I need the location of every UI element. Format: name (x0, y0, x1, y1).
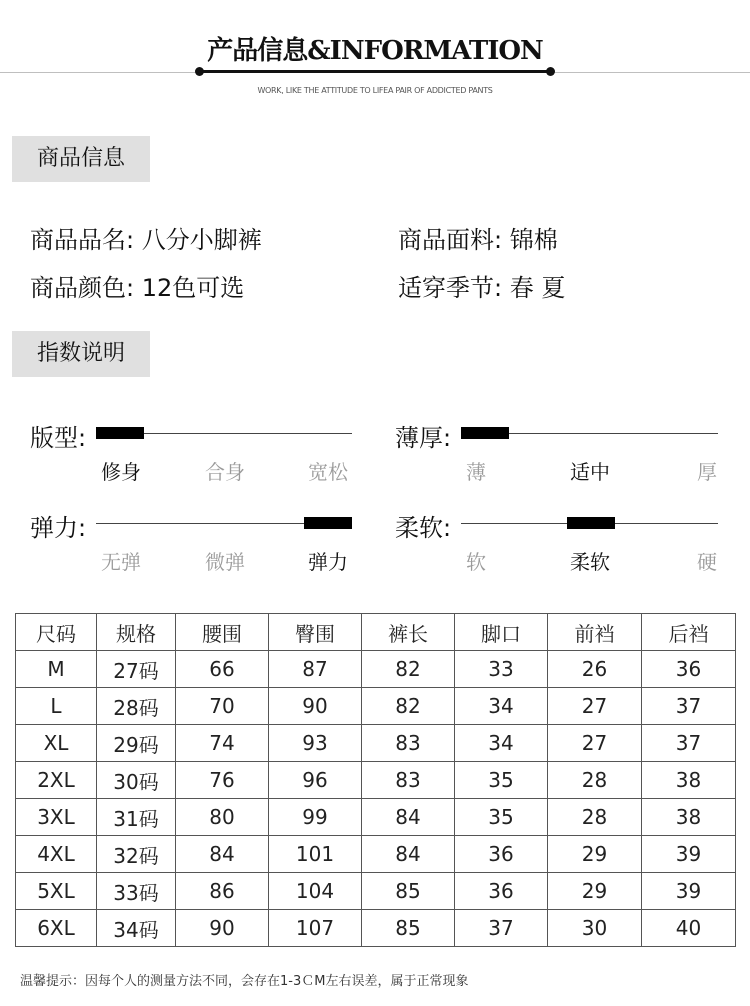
page-title: 产品信息&INFORMATION (207, 36, 543, 66)
table-cell: 84 (362, 836, 455, 873)
indicator-elasticity-option-none: 无弹 (101, 550, 141, 574)
table-row (16, 651, 736, 688)
table-cell: 74 (176, 725, 269, 762)
indicator-fit-option-slim: 修身 (101, 460, 141, 484)
table-cell: 30码 (97, 762, 176, 799)
table-cell: 32码 (97, 836, 176, 873)
table-cell: 70 (176, 688, 269, 725)
table-cell: 30 (548, 910, 642, 947)
table-cell: 66 (176, 651, 269, 688)
indicator-softness-marker (567, 517, 615, 529)
indicator-thickness-option-medium: 适中 (570, 460, 610, 484)
table-header-row (16, 614, 736, 651)
table-cell: 76 (176, 762, 269, 799)
table-cell: 107 (269, 910, 362, 947)
table-cell: 82 (362, 651, 455, 688)
table-cell: 29 (548, 873, 642, 910)
table-row (16, 873, 736, 910)
indicator-softness-option-hard: 硬 (697, 550, 717, 574)
table-cell: 86 (176, 873, 269, 910)
table-cell: 29码 (97, 725, 176, 762)
table-cell: 27 (548, 725, 642, 762)
indicator-fit-marker (96, 427, 144, 439)
table-cell: 85 (362, 873, 455, 910)
table-cell: 36 (642, 651, 736, 688)
product-name: 商品品名: 八分小脚裤 (30, 226, 262, 254)
product-season: 适穿季节: 春 夏 (398, 274, 566, 302)
table-cell: M (16, 651, 97, 688)
table-cell: 35 (455, 762, 548, 799)
table-cell: XL (16, 725, 97, 762)
header-back-rise: 后裆 (642, 614, 736, 651)
header-size: 尺码 (16, 614, 97, 651)
table-cell: 84 (362, 799, 455, 836)
table-cell: 37 (642, 725, 736, 762)
table-cell: 104 (269, 873, 362, 910)
indicator-fit-label: 版型: (30, 424, 87, 452)
table-cell: 26 (548, 651, 642, 688)
table-cell: 93 (269, 725, 362, 762)
table-cell: 85 (362, 910, 455, 947)
table-cell: 39 (642, 836, 736, 873)
table-cell: 37 (642, 688, 736, 725)
indicator-softness-option-medium: 柔软 (570, 550, 610, 574)
table-cell: 87 (269, 651, 362, 688)
indicator-fit-option-loose: 宽松 (308, 460, 348, 484)
indicator-thickness-marker (461, 427, 509, 439)
table-cell: 84 (176, 836, 269, 873)
header-front-rise: 前裆 (548, 614, 642, 651)
table-cell: 6XL (16, 910, 97, 947)
header-length: 裤长 (362, 614, 455, 651)
table-cell: 38 (642, 762, 736, 799)
underline-dot-right (546, 67, 555, 76)
page-subtitle: WORK, LIKE THE ATTITUDE TO LIFEA PAIR OF ADDICTED PANTS (257, 86, 493, 95)
table-cell: 34 (455, 688, 548, 725)
table-cell: L (16, 688, 97, 725)
header-waist: 腰围 (176, 614, 269, 651)
table-row (16, 688, 736, 725)
table-cell: 2XL (16, 762, 97, 799)
table-cell: 37 (455, 910, 548, 947)
section-tag-index: 指数说明 (12, 331, 150, 377)
table-cell: 80 (176, 799, 269, 836)
indicator-softness-label: 柔软: (395, 514, 452, 542)
table-cell: 36 (455, 873, 548, 910)
table-row (16, 836, 736, 873)
table-cell: 3XL (16, 799, 97, 836)
table-cell: 83 (362, 725, 455, 762)
table-cell: 99 (269, 799, 362, 836)
header-hip: 臀围 (269, 614, 362, 651)
indicator-elasticity-marker (304, 517, 352, 529)
indicator-thickness-option-thick: 厚 (697, 460, 717, 484)
table-cell: 28 (548, 799, 642, 836)
table-row (16, 799, 736, 836)
footer-note: 温馨提示：因每个人的测量方法不同，会存在1-3ＣM左右误差，属于正常现象 (20, 974, 469, 989)
section-tag-product-info: 商品信息 (12, 136, 150, 182)
table-cell: 27 (548, 688, 642, 725)
table-cell: 31码 (97, 799, 176, 836)
product-colors: 商品颜色: 12色可选 (30, 274, 245, 302)
title-underline (200, 70, 550, 73)
table-row (16, 910, 736, 947)
table-cell: 39 (642, 873, 736, 910)
indicator-softness-option-soft: 软 (466, 550, 486, 574)
table-cell: 38 (642, 799, 736, 836)
table-cell: 40 (642, 910, 736, 947)
table-cell: 82 (362, 688, 455, 725)
table-cell: 83 (362, 762, 455, 799)
table-cell: 28码 (97, 688, 176, 725)
indicator-elasticity-option-slight: 微弹 (205, 550, 245, 574)
size-table (15, 613, 736, 947)
table-cell: 35 (455, 799, 548, 836)
table-cell: 33 (455, 651, 548, 688)
table-row (16, 725, 736, 762)
indicator-thickness-option-thin: 薄 (466, 460, 486, 484)
table-cell: 34 (455, 725, 548, 762)
table-cell: 96 (269, 762, 362, 799)
table-cell: 28 (548, 762, 642, 799)
table-cell: 90 (269, 688, 362, 725)
table-cell: 33码 (97, 873, 176, 910)
header-leg-opening: 脚口 (455, 614, 548, 651)
table-cell: 5XL (16, 873, 97, 910)
table-cell: 29 (548, 836, 642, 873)
table-cell: 90 (176, 910, 269, 947)
table-cell: 101 (269, 836, 362, 873)
underline-dot-left (195, 67, 204, 76)
indicator-thickness-label: 薄厚: (395, 424, 452, 452)
product-fabric: 商品面料: 锦棉 (398, 226, 558, 254)
table-row (16, 762, 736, 799)
table-cell: 27码 (97, 651, 176, 688)
table-cell: 4XL (16, 836, 97, 873)
indicator-elasticity-label: 弹力: (30, 514, 87, 542)
header-spec: 规格 (97, 614, 176, 651)
table-cell: 34码 (97, 910, 176, 947)
indicator-fit-option-regular: 合身 (205, 460, 245, 484)
indicator-elasticity-option-stretch: 弹力 (308, 550, 348, 574)
table-cell: 36 (455, 836, 548, 873)
